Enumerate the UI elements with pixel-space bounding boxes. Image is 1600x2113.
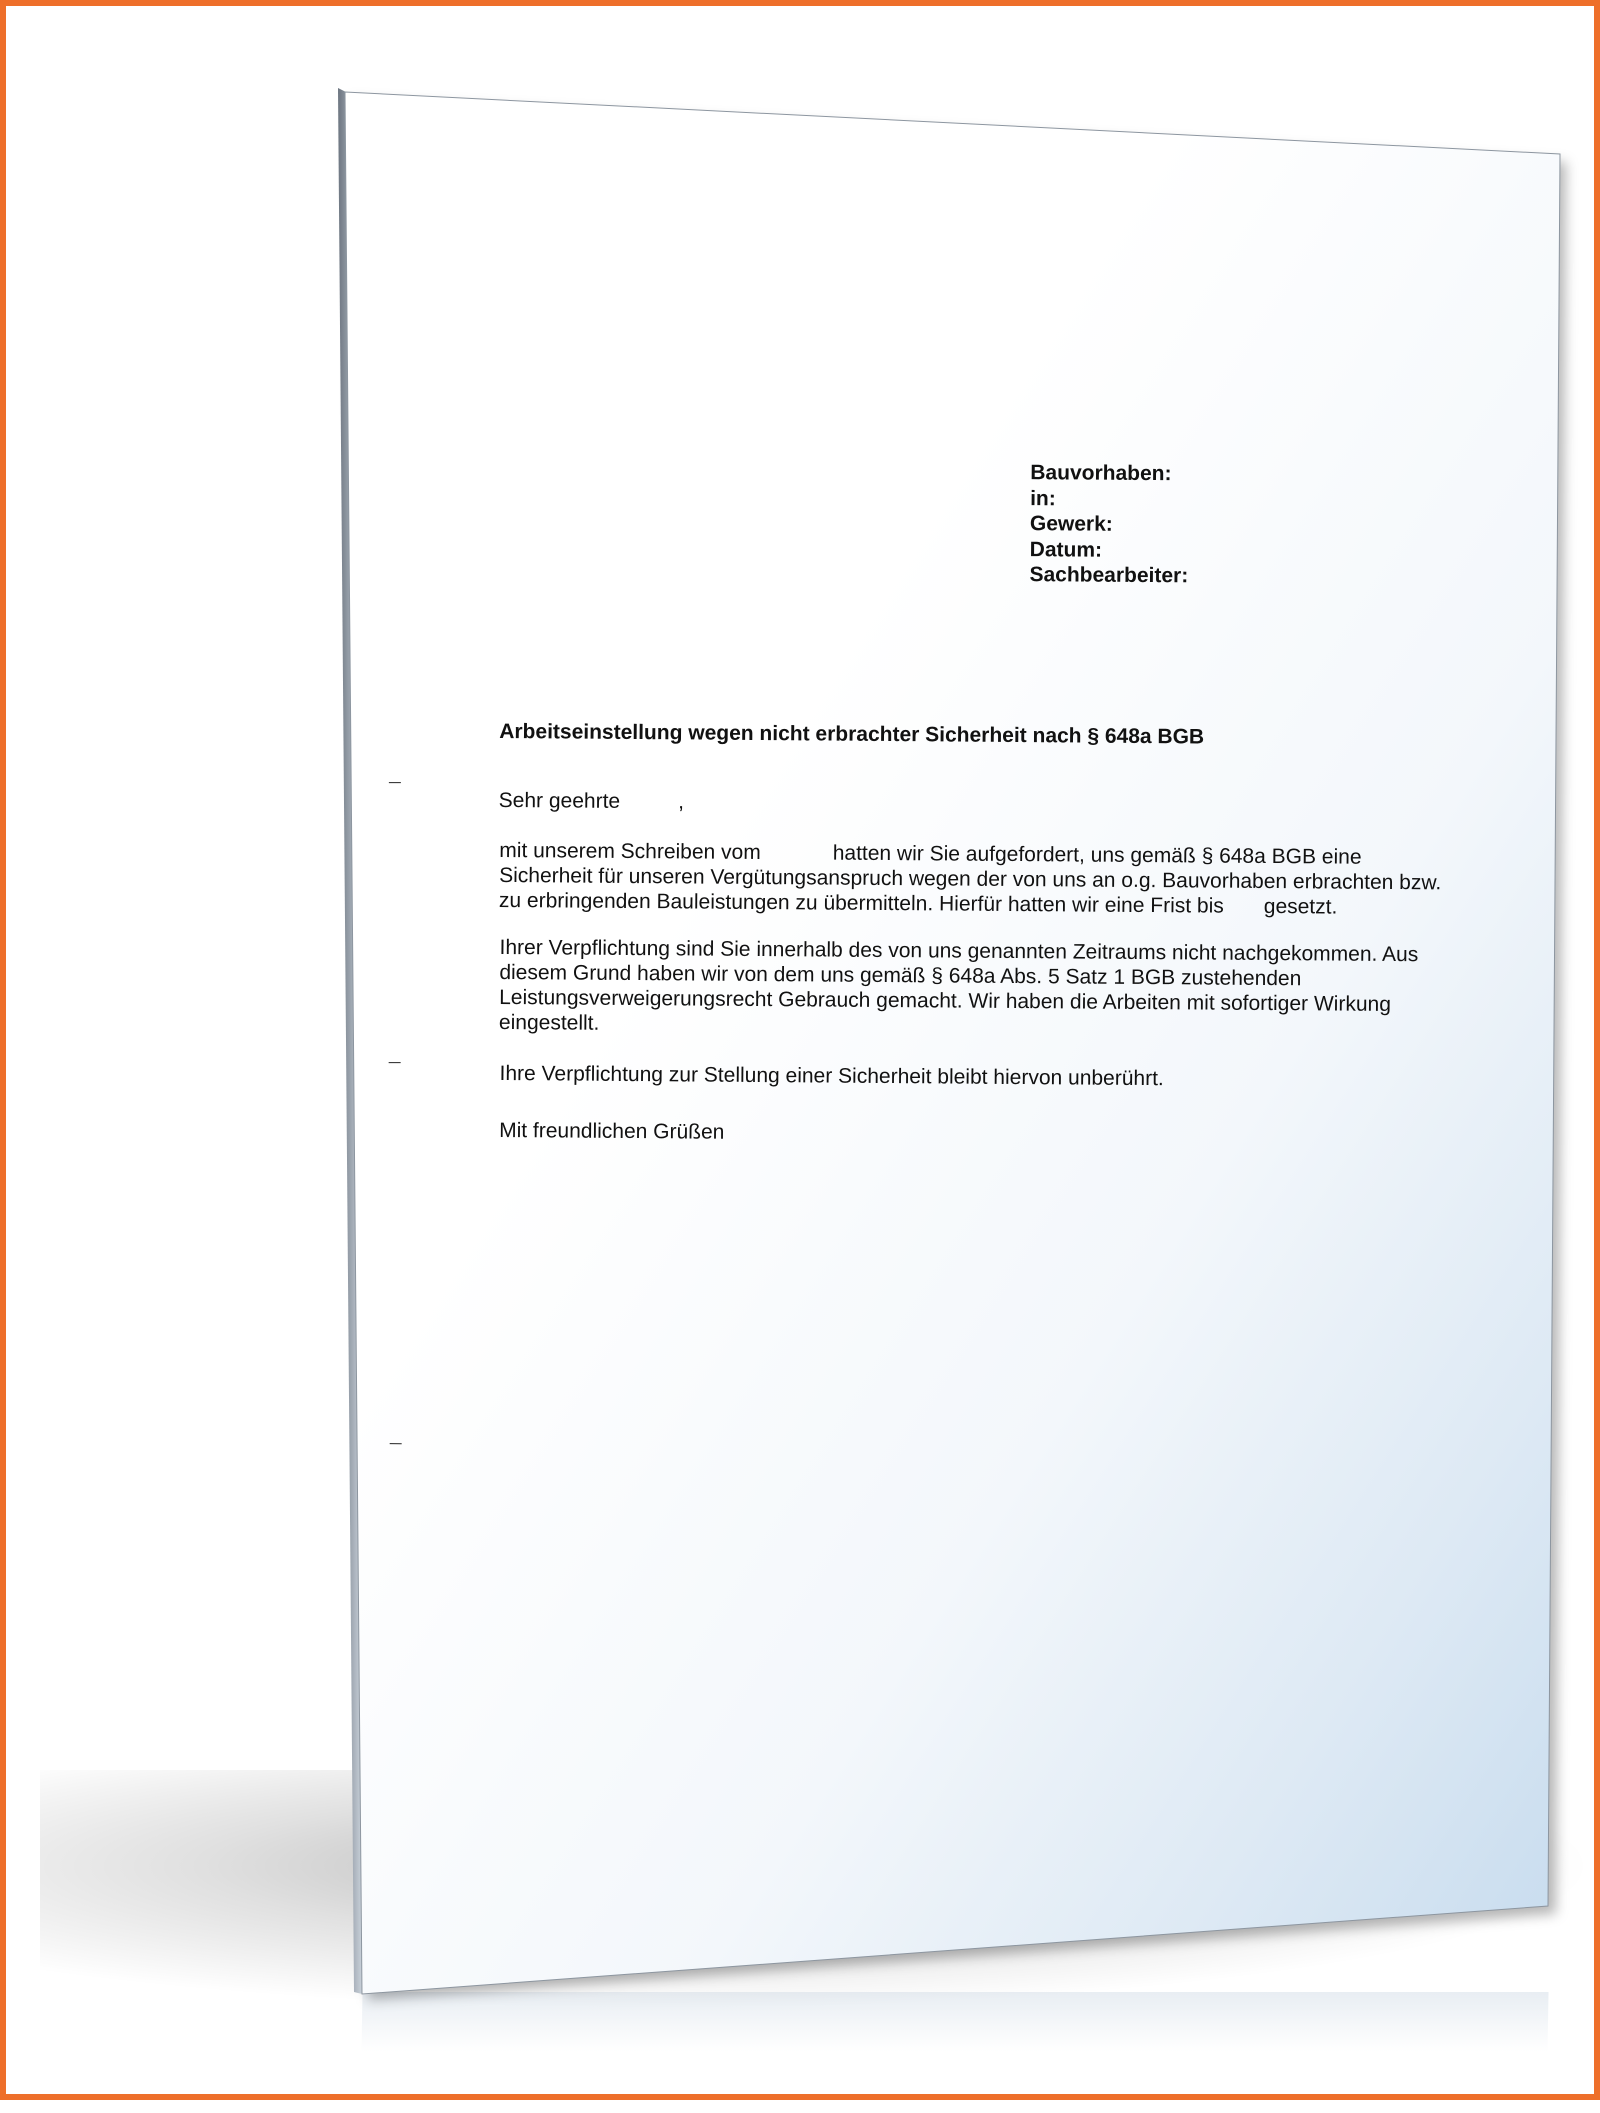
paragraph-request-line-2: Sicherheit für unseren Vergütungsanspruch wegen der von uns an o.g. Bauvorhaben erbrachten bzw.: [499, 863, 1441, 895]
paragraph-refusal-line-2: diesem Grund haben wir von dem uns gemäß § 648a Abs. 5 Satz 1 BGB zustehenden: [499, 960, 1418, 992]
closing-greeting: Mit freundlichen Grüßen: [499, 1118, 724, 1145]
meta-label-sachbearbeiter: Sachbearbeiter:: [1029, 562, 1188, 589]
meta-label-gewerk: Gewerk:: [1030, 511, 1189, 538]
request-line-3-start: zu erbringenden Bauleistungen zu übermitteln. Hierfür hatten wir eine Frist bis: [499, 889, 1224, 918]
request-line-1-end: hatten wir Sie aufgefordert, uns gemäß § 648a BGB eine: [833, 842, 1362, 869]
fold-mark-middle: [389, 1062, 401, 1063]
meta-label-datum: Datum:: [1030, 537, 1189, 564]
meta-label-in: in:: [1030, 486, 1189, 513]
letter-subject: Arbeitseinstellung wegen nicht erbrachter Sicherheit nach § 648a BGB: [499, 720, 1204, 750]
fold-mark-top: [389, 782, 401, 783]
salutation: [499, 788, 684, 814]
paragraph-refusal-line-4: eingestellt.: [499, 1010, 1418, 1042]
paragraph-request: [499, 838, 1442, 920]
salutation-comma: ,: [678, 790, 684, 813]
paragraph-refusal-line-3: Leistungsverweigerungsrecht Gebrauch gemacht. Wir haben die Arbeiten mit sofortiger Wirkung: [499, 985, 1418, 1017]
request-line-1-start: mit unserem Schreiben vom: [499, 839, 761, 864]
salutation-prefix: Sehr geehrte: [499, 789, 621, 813]
paragraph-refusal-line-1: Ihrer Verpflichtung sind Sie innerhalb des von uns genannten Zeitraums nicht nachgekommen. Aus: [499, 935, 1418, 967]
meta-label-bauvorhaben: Bauvorhaben:: [1030, 460, 1189, 487]
letter-date-gap: [761, 859, 833, 860]
paragraph-refusal: [499, 935, 1418, 1042]
paragraph-obligation: Ihre Verpflichtung zur Stellung einer Sicherheit bleibt hiervon unberührt.: [499, 1061, 1163, 1091]
project-meta-block: [1029, 460, 1189, 589]
fold-mark-bottom: [390, 1443, 402, 1444]
request-line-3-end: gesetzt.: [1264, 895, 1338, 919]
